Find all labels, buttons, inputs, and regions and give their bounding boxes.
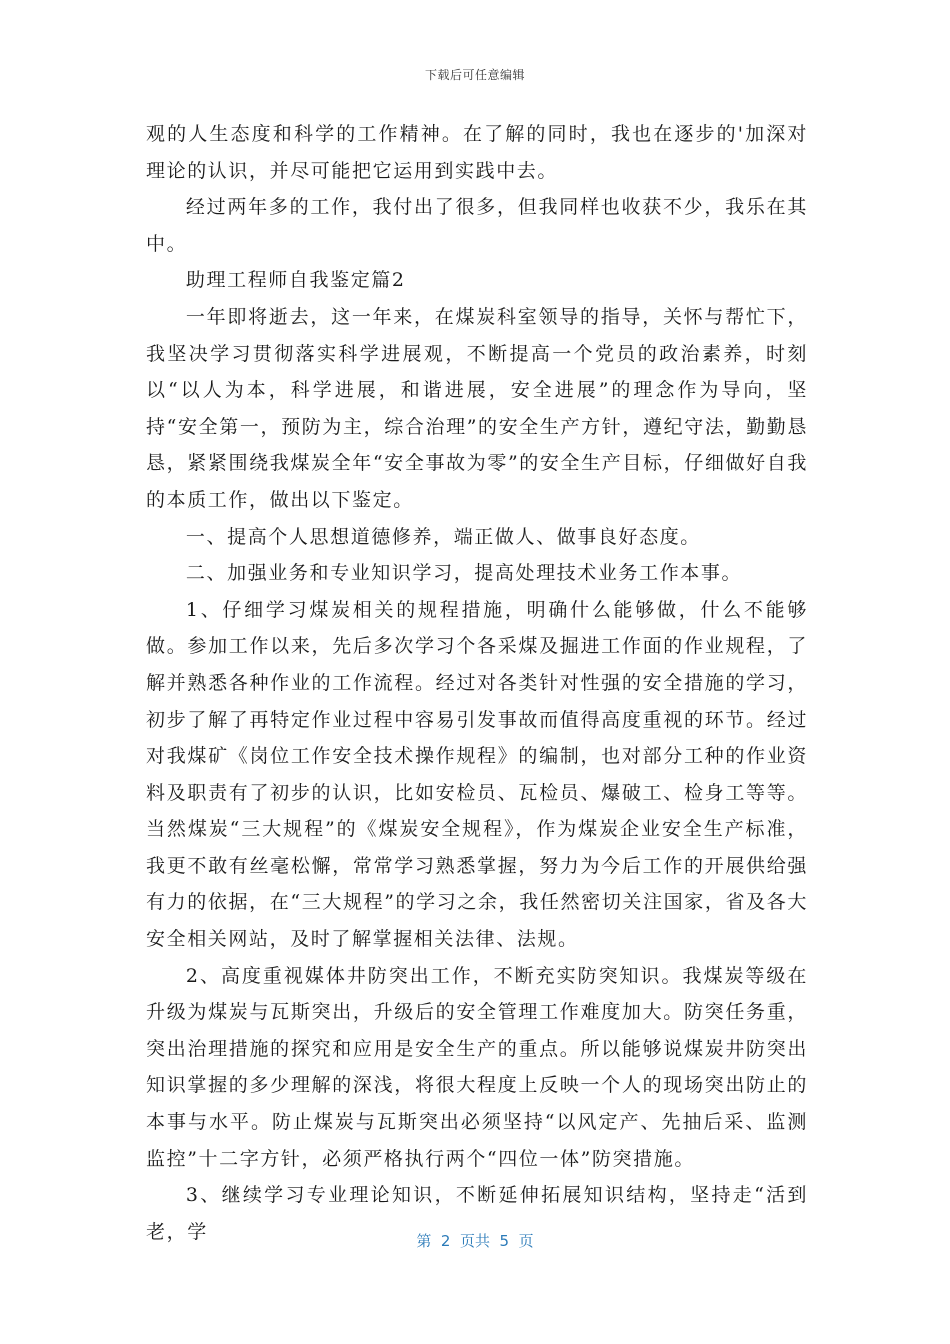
document-body (146, 116, 808, 1250)
paragraph-continuation: 观的人生态度和科学的工作精神。在了解的同时，我也在逐步的'加深对理论的认识，并尽可能把它运用到实践中去。 (146, 123, 808, 182)
paragraph: 1、仔细学习煤炭相关的规程措施，明确什么能够做，什么不能够做。参加工作以来，先后多次学习个各采煤及掘进工作面的作业规程，了解并熟悉各种作业的工作流程。经过对各类针对性强的安全措施的学习，初步了解了再特定作业过程中容易引发事故而值得高度重视的环节。经过对我煤矿《岗位工作安全技术操作规程》的编制，也对部分工种的作业资料及职责有了初步的认识，比如安检员、瓦检员、爆破工、检身工等等。当然煤炭“三大规程”的《煤炭安全规程》，作为煤炭企业安全生产标准，我更不敢有丝毫松懈，常常学习熟悉掌握，努力为今后工作的开展供给强有力的依据，在“三大规程”的学习之余，我任然密切关注国家，省及各大安全相关网站，及时了解掌握相关法律、法规。 (146, 598, 808, 951)
section-title: 助理工程师自我鉴定篇2 (185, 269, 406, 292)
paragraph: 经过两年多的工作，我付出了很多，但我同样也收获不少，我乐在其中。 (146, 196, 808, 255)
paragraph: 一年即将逝去，这一年来，在煤炭科室领导的指导，关怀与帮忙下，我坚决学习贯彻落实科学进展观，不断提高一个党员的政治素养，时刻以“以人为本，科学进展，和谐进展，安全进展”的理念作为导向，坚持“安全第一，预防为主，综合治理”的安全生产方针，遵纪守法，勤勤恳恳，紧紧围绕我煤炭全年“安全事故为零”的安全生产目标，仔细做好自我的本质工作，做出以下鉴定。 (146, 305, 808, 511)
paragraph: 2、高度重视媒体井防突出工作，不断充实防突知识。我煤炭等级在升级为煤炭与瓦斯突出，升级后的安全管理工作难度加大。防突任务重，突出治理措施的探究和应用是安全生产的重点。所以能够说煤炭井防突出知识掌握的多少理解的深浅，将很大程度上反映一个人的现场突出防止的本事与水平。防止煤炭与瓦斯突出必须坚持“以风定产、先抽后采、监测监控”十二字方针，必须严格执行两个“四位一体”防突措施。 (146, 964, 808, 1170)
paragraph: 二、加强业务和专业知识学习，提高处理技术业务工作本事。 (185, 562, 743, 585)
paragraph: 3、继续学习专业理论知识，不断延伸拓展知识结构，坚持走“活到老，学 (146, 1184, 808, 1243)
page-number-footer: 第 2 页共 5 页 (416, 1232, 534, 1250)
page-header: 下载后可任意编辑 (424, 68, 525, 82)
paragraph: 一、提高个人思想道德修养，端正做人、做事良好态度。 (185, 525, 701, 548)
